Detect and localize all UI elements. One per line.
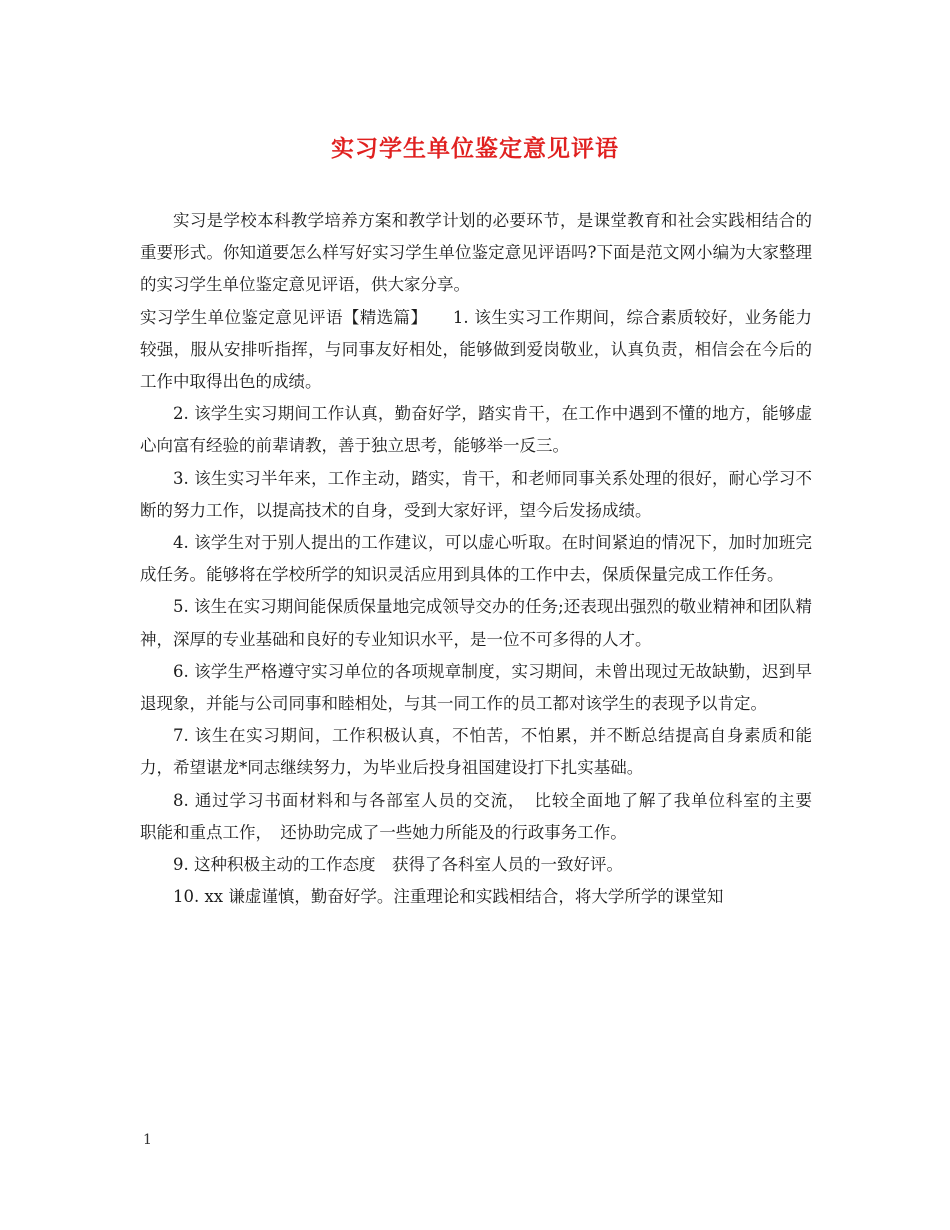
paragraph-6: 6. 该学生严格遵守实习单位的各项规章制度，实习期间，未曾出现过无故缺勤，迟到早退现象，并能与公司同事和睦相处，与其一同工作的员工都对该学生的表现予以肯定。 (140, 661, 812, 714)
paragraph-2: 2. 该学生实习期间工作认真，勤奋好学，踏实肯干，在工作中遇到不懂的地方，能够虚心向富有经验的前辈请教，善于独立思考，能够举一反三。 (140, 404, 812, 456)
document-title: 实习学生单位鉴定意见评语 (331, 135, 619, 162)
paragraph-10: 10. xx 谦虚谨慎，勤奋好学。注重理论和实践相结合，将大学所学的课堂知 (173, 887, 724, 907)
paragraph-8: 8. 通过学习书面材料和与各部室人员的交流， 比较全面地了解了我单位科室的主要 职能和重点工作， 还协助完成了一些她力所能及的行政事务工作。 (140, 790, 829, 842)
paragraph-4: 4. 该学生对于别人提出的工作建议，可以虚心听取。在时间紧迫的情况下，加时加班完成任务。能够将在学校所学的知识灵活应用到具体的工作中去，保质保量完成工作任务。 (140, 533, 812, 585)
paragraph-5: 5. 该生在实习期间能保质保量地完成领导交办的任务;还表现出强烈的敬业精神和团队精神，深厚的专业基础和良好的专业知识水平，是一位不可多得的人才。 (140, 597, 812, 649)
paragraph-1: 实习学生单位鉴定意见评语【精选篇】 1. 该生实习工作期间，综合素质较好，业务能力较强，服从安排听指挥，与同事友好相处，能够做到爱岗敬业，认真负责，相信会在今后的工作中取得出色的成绩。 (140, 307, 812, 392)
paragraph-7: 7. 该生在实习期间，工作积极认真，不怕苦，不怕累，并不断总结提高自身素质和能力，希望谌龙*同志继续努力，为毕业后投身祖国建设打下扎实基础。 (140, 726, 812, 778)
document-body (140, 205, 829, 913)
page-number: 1 (143, 1132, 152, 1148)
paragraph-3: 3. 该生实习半年来，工作主动，踏实，肯干，和老师同事关系处理的很好，耐心学习不断的努力工作，以提高技术的自身，受到大家好评，望今后发扬成绩。 (140, 468, 812, 520)
intro-paragraph: 实习是学校本科教学培养方案和教学计划的必要环节，是课堂教育和社会实践相结合的重要形式。你知道要怎么样写好实习学生单位鉴定意见评语吗?下面是范文网小编为大家整理的实习学生单位鉴定意见评语，供大家分享。 (140, 211, 812, 295)
paragraph-9: 9. 这种积极主动的工作态度 获得了各科室人员的一致好评。 (173, 855, 623, 875)
